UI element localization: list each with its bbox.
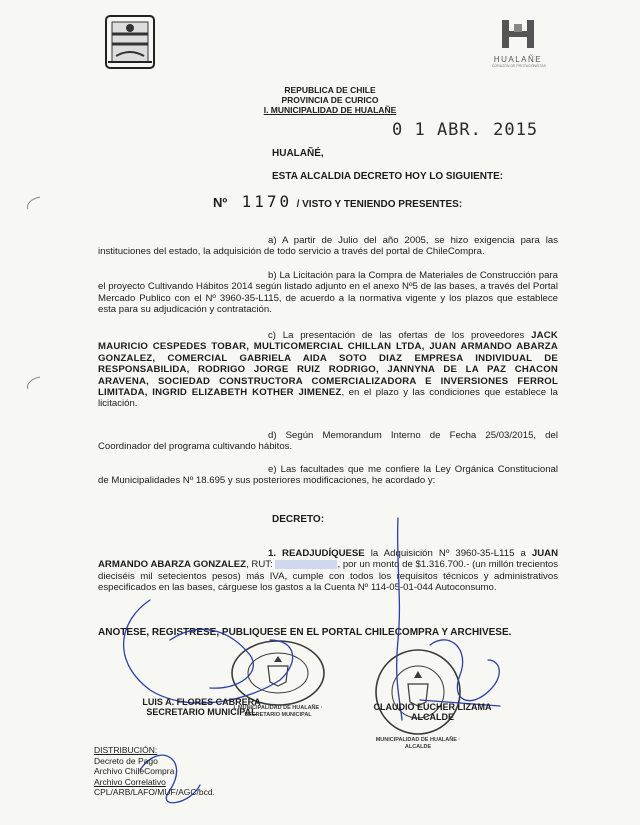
resolution-text-3: , por un monto de $1.316.700.- (un millón trecientos dieciséis mil setecientos pesos) más IVA, cumple con todos los requisitos técnicos y administrativos especificados en las bases, cárguese los gastos a la Cuenta Nº 114-05-01-044 Autoconsumo. — [98, 559, 558, 594]
secretary-name: LUIS A. FLORES CABRERA — [142, 697, 261, 707]
header-line-1: REPUBLICA DE CHILE — [284, 85, 376, 95]
decreto-title: DECRETO: — [272, 514, 325, 525]
decree-number: 1170 — [241, 192, 293, 211]
secretary-title: SECRETARIO MUNICIPAL — [146, 707, 257, 717]
closing-statement: ANOTESE, REGISTRESE, PUBLIQUESE EN EL PORTAL CHILECOMPRA Y ARCHIVESE. — [98, 627, 512, 638]
resolution-lead: 1. READJUDÍQUESE — [268, 548, 365, 559]
mayor-stamp-text: MUNICIPALIDAD DE HUALAÑE · ALCALDE — [375, 737, 461, 750]
distribution-item: Archivo ChileCompra — [94, 766, 175, 776]
distribution-item: Decreto de Pago — [94, 755, 158, 766]
decree-number-mark: Nº — [213, 195, 228, 210]
distribution-item: CPL/ARB/LAFO/MUF/AGC/bcd. — [94, 787, 215, 797]
signatory-left — [124, 697, 279, 717]
date-stamp: 0 1 ABR. 2015 — [392, 120, 539, 140]
distribution-item: Archivo Correlativo — [94, 776, 166, 787]
distribution-list — [94, 745, 215, 798]
consideration-e: e) Las facultades que me confiere la Ley Orgánica Constitucional de Municipalidades Nº 18.695 y sus posteriores modificaciones, he acordado y: — [98, 464, 558, 487]
consideration-c-intro: c) La presentación de las ofertas de los proveedores — [268, 330, 525, 341]
consideration-c-end: , en el plazo y las condiciones que establece la licitación. — [98, 387, 559, 410]
header-line-3: I. MUNICIPALIDAD DE HUALAÑE — [263, 105, 397, 115]
decree-heading: ESTA ALCALDIA DECRETO HOY LO SIGUIENTE: — [272, 171, 504, 182]
decree-visto: / VISTO Y TENIENDO PRESENTES: — [296, 199, 463, 210]
pen-stroke-right-sig — [430, 640, 499, 701]
consideration-b: b) La Licitación para la Compra de Materiales de Construcción para el proyecto Cultivando Hábitos 2014 según listado adjunto en el anexo Nº5 de las bases, a través del Portal Mercado Publico con el Nº 3960-35-L115, de acuerdo a la normativa vigente y los plazos que establece esta para su adjudicación y contratación. — [98, 270, 558, 316]
secretary-stamp-text: I. MUNICIPALIDAD DE HUALAÑE · SECRETARIO MUNICIPAL — [233, 705, 323, 718]
pen-stroke-left-swoop — [170, 629, 253, 688]
signatory-right — [355, 702, 510, 722]
consideration-d: d) Según Memorandum Interno de Fecha 25/03/2015, del Coordinador del programa cultivando hábitos. — [98, 430, 558, 453]
punch-hole-marks — [22, 195, 42, 395]
consideration-a: a) A partir de Julio del año 2005, se hizo exigencia para las instituciones del estado, la adquisición de todo servicio a través del portal de ChileCompra. — [98, 235, 558, 258]
distribution-title: DISTRIBUCIÓN: — [94, 745, 158, 755]
consideration-c-suppliers: JACK MAURICIO CESPEDES TOBAR, MULTICOMERCIAL CHILLAN LTDA, JUAN ARMANDO ABARZA GONZALEZ, COMERCIAL GABRIELA AIDA SOTO DIAZ EMPRESA INDIVIDUAL DE RESPONSABILIDA, RODRIGO JORGE RUIZ RODRIGO, JANNYNA DE LA PAZ CHACON ARAVENA, SOCIEDAD CONSTRUCTORA COMERCIALIZADORA E INVERSIONES FERROL LIMITADA, INGRID ELIZABETH KOTHER JIMENEZ — [98, 330, 559, 399]
logo-brand: HUALAÑE — [493, 55, 543, 64]
resolution-text-2: , RUT: — [246, 559, 273, 571]
logo-tagline: CORAZÓN DE PROTAGONISTAS — [492, 64, 546, 68]
place-name: HUALAÑÉ, — [272, 148, 324, 159]
resolution-awardee: JUAN ARMANDO ABARZA GONZALEZ — [98, 548, 558, 571]
pen-stroke-left-loop — [124, 600, 293, 703]
header-line-2: PROVINCIA DE CURICO — [281, 95, 379, 105]
resolution-text-1: la Adquisición Nº 3960-35-L115 a — [364, 548, 526, 559]
mayor-name: CLAUDIO EUCHER LIZAMA — [373, 702, 492, 712]
mayor-title: ALCALDE — [411, 712, 454, 722]
pen-stroke-vertical — [397, 518, 402, 720]
